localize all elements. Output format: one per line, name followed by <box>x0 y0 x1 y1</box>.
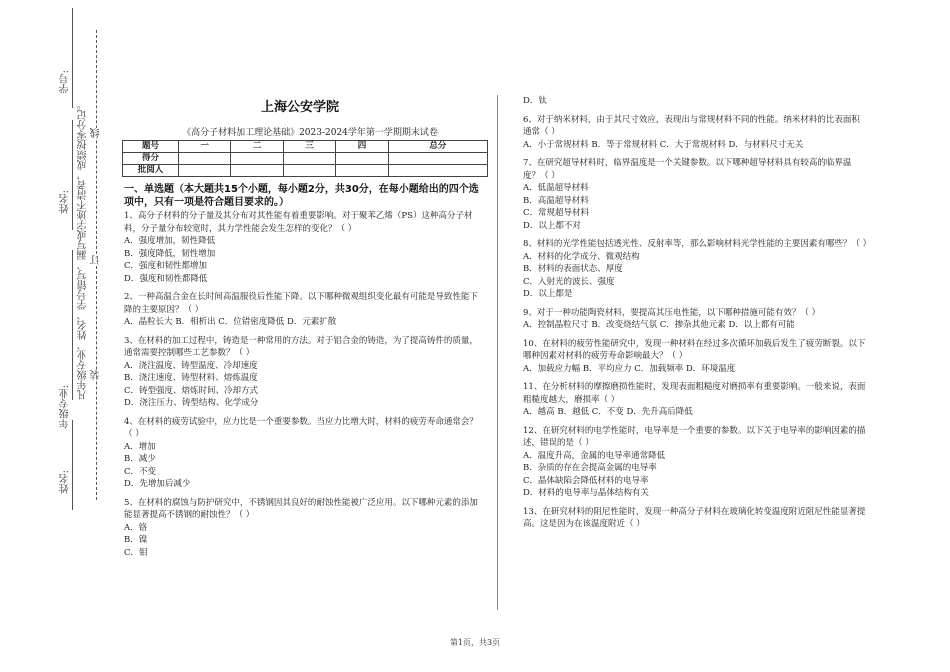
question-stem: 2、一种高温合金在长时间高温服役后性能下降。以下哪种微观组织变化最有可能是导致性能下降的主要原因？（ ） <box>124 292 478 315</box>
question-stem: 6、对于纳米材料，由于其尺寸效应，表现出与常规材料不同的性能。纳米材料的比表面积通常（ ） <box>523 114 860 137</box>
question-stem: 9、对于一种功能陶瓷材料，要提高其压电性能，以下哪种措施可能有效？（ ） <box>523 307 821 318</box>
question-item <box>124 416 480 491</box>
question-stem: 4、在材料的疲劳试验中，应力比是一个重要参数。当应力比增大时，材料的疲劳寿命通常会？（ ） <box>124 416 478 439</box>
question-option: A．增加 <box>124 441 156 452</box>
question-item <box>523 307 868 332</box>
question-option: D．浇注压力、铸型结构、化学成分 <box>124 398 259 408</box>
question-item <box>523 506 868 531</box>
question-option: B．浇注速度、铸型材料、熔炼温度 <box>124 373 258 383</box>
question-option: D．强度和韧性都降低 <box>124 273 208 284</box>
question-stem: 12、在研究材料的电学性能时，电导率是一个重要的参数。以下关于电导率的影响因素的描述，错误的是（ ） <box>523 425 866 448</box>
question-item <box>124 335 480 410</box>
question-item <box>523 381 868 419</box>
question-option: D．以上都是 <box>523 289 573 299</box>
question-stem: 11、在分析材料的摩擦磨损性能时，发现表面粗糙度对磨损率有重要影响。一般来说，表面粗糙度越大，磨损率（ ） <box>523 382 866 405</box>
score-header-cell: 总分 <box>388 141 487 153</box>
question-option: C．铸型强度、熔炼时间、冷却方式 <box>124 385 259 396</box>
question-option: A．材料的化学成分、微观结构 <box>523 251 640 262</box>
score-header-cell: 一 <box>179 141 231 153</box>
question-option: B．高温超导材料 <box>523 195 589 206</box>
right-column <box>523 95 872 537</box>
score-row-label: 得分 <box>123 153 179 165</box>
question-option: A．晶粒长大 B．相析出 C．位错密度降低 D．元素扩散 <box>124 317 337 327</box>
score-cell[interactable] <box>388 153 487 165</box>
reviewer-row-label: 批阅人 <box>123 165 179 177</box>
question-stem: 5、在材料的腐蚀与防护研究中，不锈钢因其良好的耐蚀性能被广泛应用。以下哪种元素的添加能显著提高不锈钢的耐蚀性？（ ） <box>124 497 478 520</box>
question-option: D．材料的电导率与晶体结构有关 <box>523 488 649 498</box>
question-option: B．强度降低，韧性增加 <box>124 248 216 259</box>
reviewer-cell[interactable] <box>388 165 487 177</box>
student-id-line <box>72 8 73 108</box>
question-option: A．浇注温度、铸型温度、冷却速度 <box>124 360 258 371</box>
reviewer-cell[interactable] <box>179 165 231 177</box>
question-option: D．钛 <box>523 96 547 106</box>
question-option: B．减少 <box>124 454 156 464</box>
reviewer-cell[interactable] <box>336 165 388 177</box>
seal-mark-xian: 线 <box>91 128 102 138</box>
question-stem: 1、高分子材料的分子量及其分布对其性能有着重要影响。对于聚苯乙烯（PS）这种高分子材料，分子量分布较宽时，其力学性能会发生怎样的变化？（ ） <box>124 211 473 234</box>
score-table-row <box>123 153 488 165</box>
question-stem: 10、在材料的疲劳性能研究中，发现一种材料在经过多次循环加载后发生了疲劳断裂。以下哪种因素对材料的疲劳寿命影响最大？（ ） <box>523 338 866 361</box>
question-stem: 7、在研究超导材料时，临界温度是一个关键参数。以下哪种超导材料具有较高的临界温度？（ ） <box>523 158 852 181</box>
left-column <box>124 183 480 565</box>
question-option: C．晶体缺陷会降低材料的电导率 <box>523 475 649 486</box>
seat-name-line <box>72 420 73 510</box>
question-item <box>523 157 868 232</box>
score-table-row <box>123 165 488 177</box>
question-stem: 13、在研究材料的阻尼性能时，发现一种高分子材料在玻璃化转变温度附近阻尼性能显著提高。这是因为在该温度附近（ ） <box>523 506 866 529</box>
question-option: A．强度增加，韧性降低 <box>124 236 216 246</box>
reviewer-cell[interactable] <box>283 165 335 177</box>
binding-margin <box>0 0 112 672</box>
score-cell[interactable] <box>231 153 283 165</box>
grade-major-line <box>72 250 73 400</box>
grade-major-label: 年级专业: <box>60 385 71 429</box>
question-option: A．低温超导材料 <box>523 183 589 193</box>
question-item <box>523 425 868 500</box>
question-option: B．镍 <box>124 535 148 545</box>
question-option: C．钼 <box>124 547 148 558</box>
score-header-cell: 三 <box>283 141 335 153</box>
question-option: D．先增加后减少 <box>124 479 191 489</box>
question-option: A．铬 <box>124 522 148 533</box>
question-option: A．控制晶粒尺寸 B．改变烧结气氛 C．掺杂其他元素 D．以上都有可能 <box>523 320 795 330</box>
name-line <box>72 120 73 230</box>
question-item <box>124 210 480 285</box>
question-option: A．小于常规材料 B．等于常规材料 C．大于常规材料 D．与材料尺寸无关 <box>523 139 804 150</box>
question-option: B．杂质的存在会提高金属的电导率 <box>523 463 657 473</box>
score-table <box>122 140 488 177</box>
exam-title: 《高分子材料加工理论基础》2023-2024学年第一学期期末试卷 <box>182 128 438 138</box>
page-footer: 第1页，共3页 <box>449 638 501 647</box>
question-option: C．常规超导材料 <box>523 208 590 218</box>
question-option: A．加载应力幅 B．平均应力 C．加载频率 D．环境温度 <box>523 363 736 374</box>
question-item <box>523 338 868 376</box>
question-option: A．温度升高，金属的电导率通常降低 <box>523 450 666 461</box>
score-header-cell: 题号 <box>123 141 179 153</box>
question-item <box>523 238 872 301</box>
seal-mark-zhuang: 装 <box>91 370 102 380</box>
seal-dashed-line <box>96 30 97 500</box>
question-item <box>523 95 868 108</box>
question-option: C．不变 <box>124 466 157 477</box>
question-option: C．入射光的波长、强度 <box>523 276 615 287</box>
question-stem: 8、材料的光学性能包括透光性、反射率等，那么影响材料光学性能的主要因素有哪些？（ ） <box>523 239 872 249</box>
score-header-cell: 四 <box>336 141 388 153</box>
question-option: C．强度和韧性都增加 <box>124 261 208 271</box>
question-item <box>124 291 480 329</box>
seat-name-label: 姓名: <box>60 470 71 494</box>
school-title: 上海公安学院 <box>260 100 339 115</box>
student-id-label: 学号: <box>60 70 71 94</box>
question-stem: 3、在材料的加工过程中，铸造是一种常用的方法。对于铝合金的铸造，为了提高铸件的质量，通常需要控制哪些工艺参数？（ ） <box>124 335 478 358</box>
seal-mark-ding: 订 <box>91 255 102 265</box>
score-header-cell: 二 <box>231 141 283 153</box>
question-list-right <box>523 95 872 531</box>
section-title: 一、单选题（本大题共15个小题，每小题2分，共30分，在每小题给出的四个选项中，只有一项是符合题目要求的。） <box>124 184 479 208</box>
column-divider <box>497 95 498 610</box>
question-list-left <box>124 210 480 559</box>
score-cell[interactable] <box>336 153 388 165</box>
question-option: B．材料的表面状态、厚度 <box>523 264 623 274</box>
question-option: A．越高 B．越低 C．不变 D．先升高后降低 <box>523 407 693 417</box>
score-cell[interactable] <box>179 153 231 165</box>
question-option: D．以上都不对 <box>523 220 581 231</box>
question-item <box>124 497 480 560</box>
reviewer-cell[interactable] <box>231 165 283 177</box>
name-label: 姓名: <box>60 190 71 214</box>
score-cell[interactable] <box>283 153 335 165</box>
question-item <box>523 114 868 152</box>
score-table-header-row <box>123 141 488 153</box>
binding-notice: 凡年级专业、姓名、学号错写、漏写或字迹不清者，成绩按零分记。 <box>78 100 89 400</box>
